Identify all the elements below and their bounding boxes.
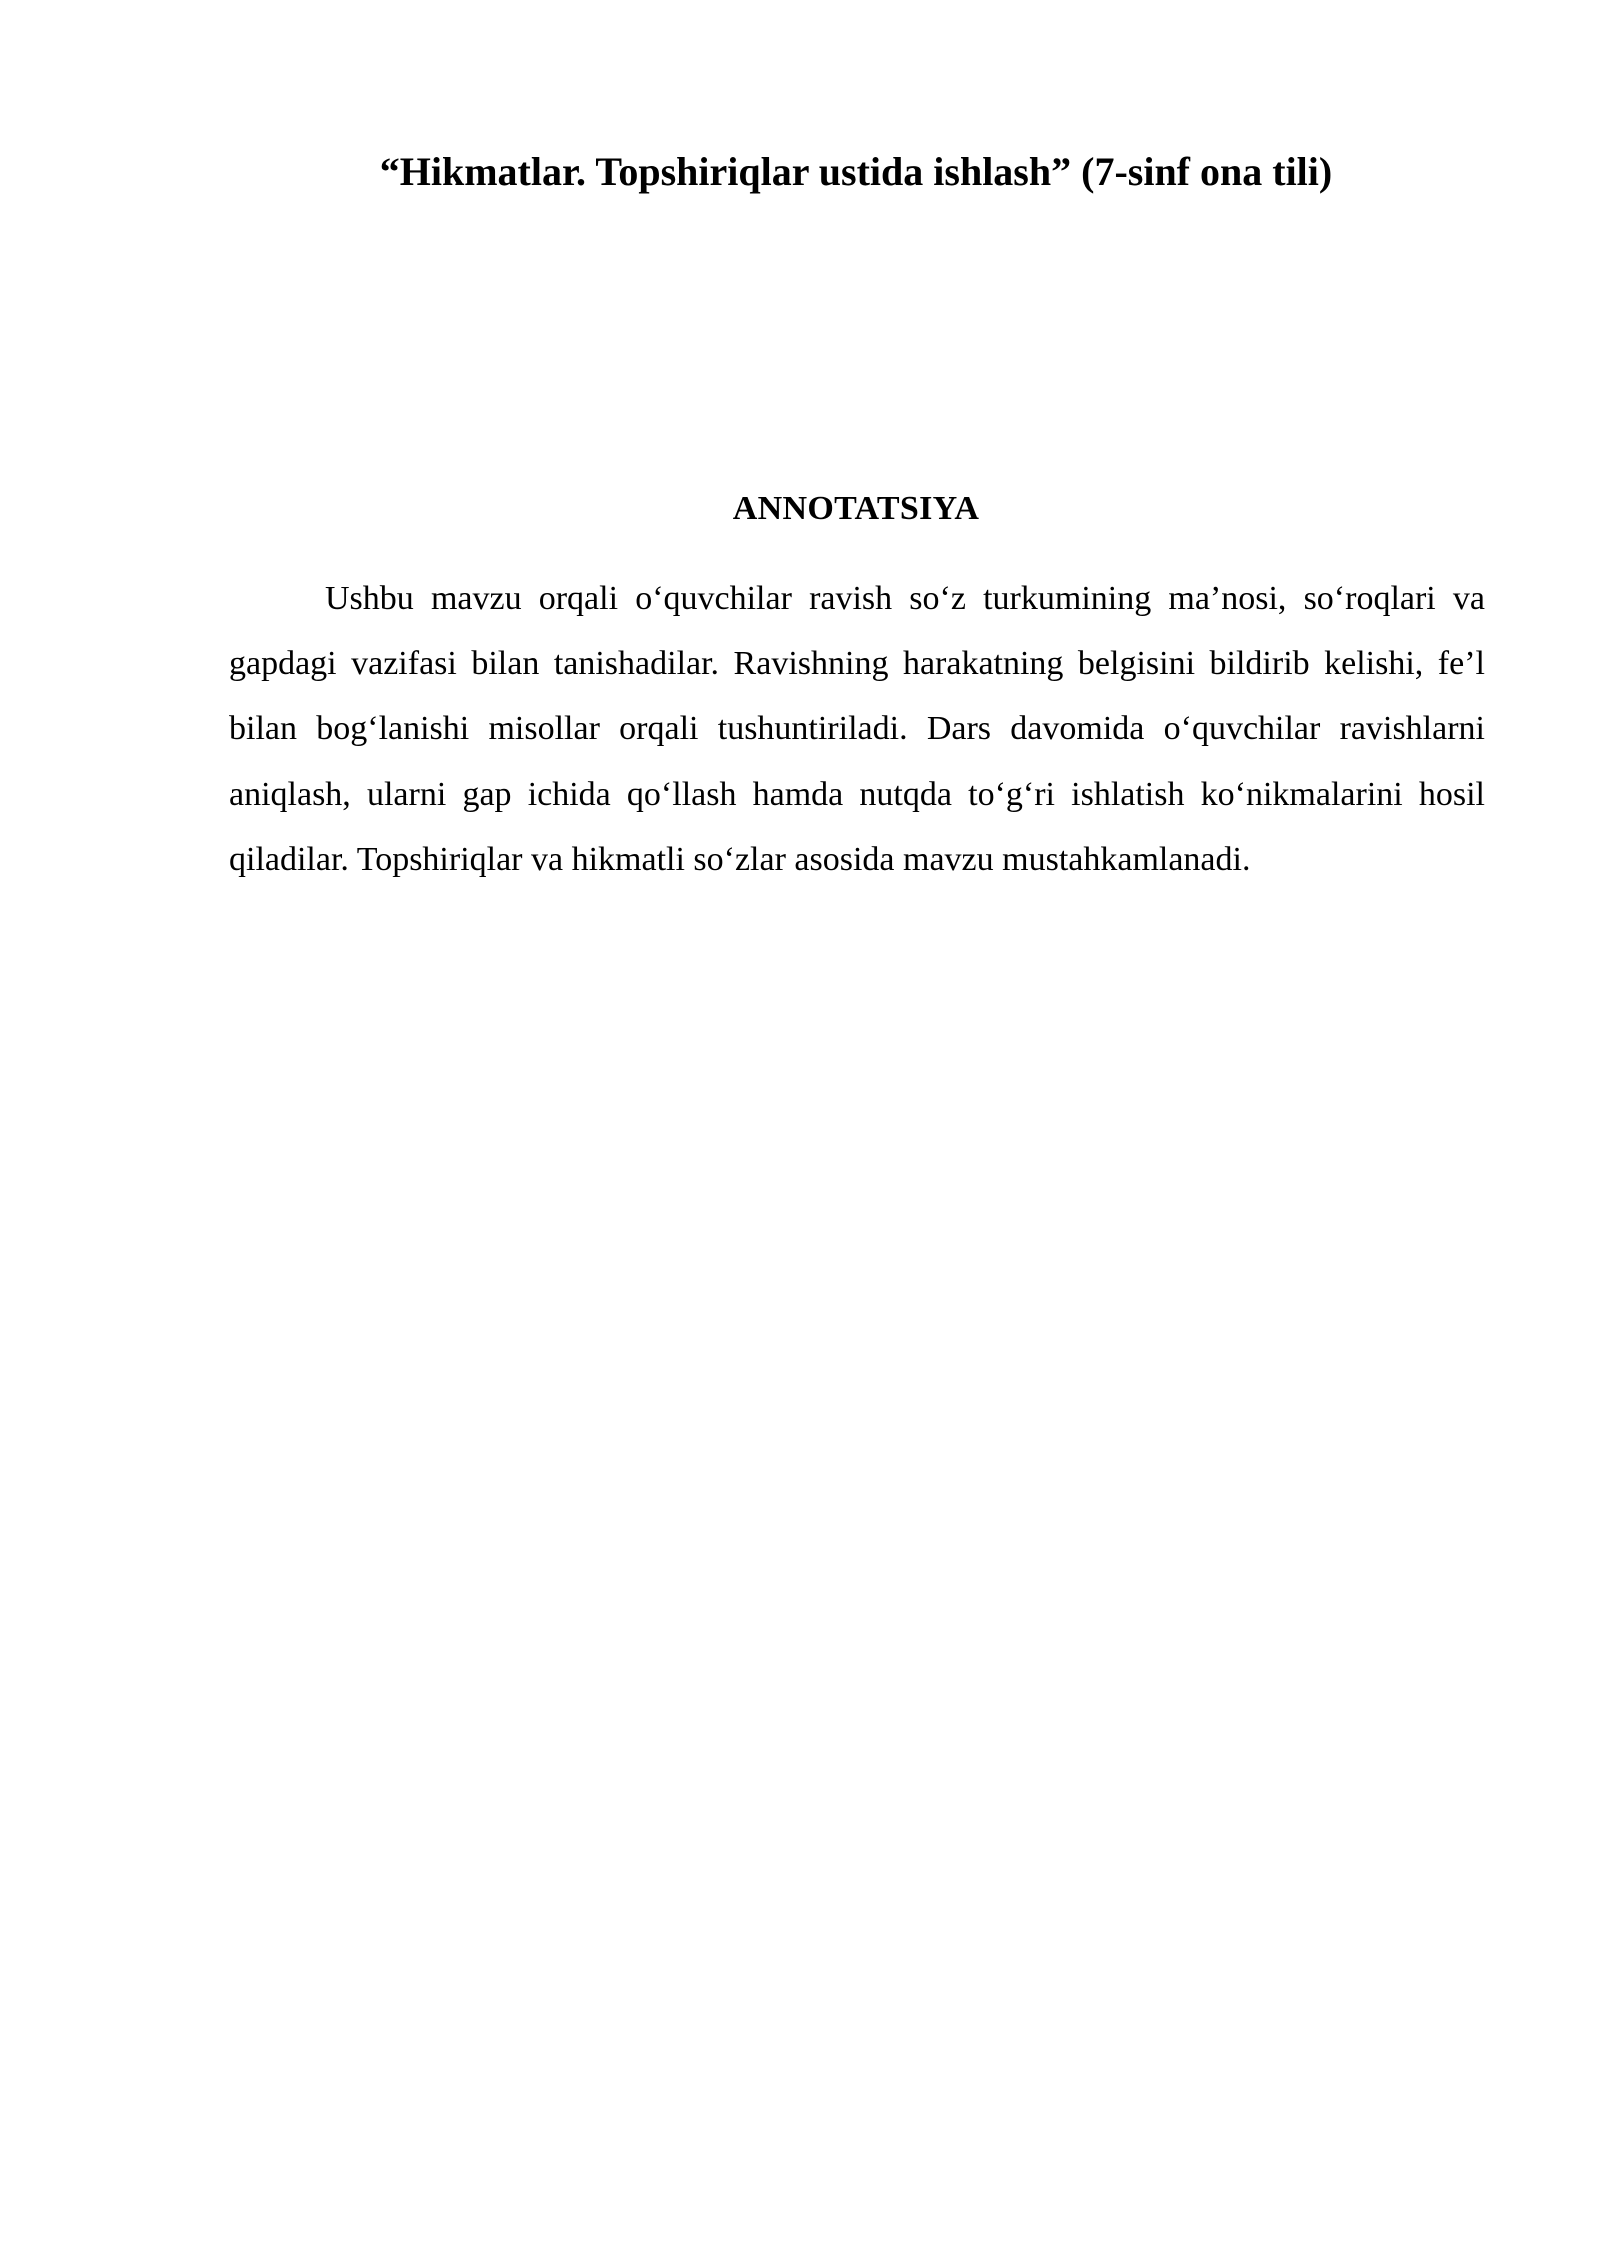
document-title: “Hikmatlar. Topshiriqlar ustida ishlash” (7-sinf ona tili) — [379, 149, 1333, 194]
annotation-paragraph: Ushbu mavzu orqali o‘quvchilar ravish so‘z turkumining ma’nosi, so‘roqlari va gapdagi vazifasi bilan tanishadilar. Ravishning harakatning belgisini bildirib kelishi, fe’l bilan bog‘lanishi misollar orqali tushuntiriladi. Dars davomida o‘quvchilar ravishlarni aniqlash, ularni gap ichida qo‘llash hamda nutqda to‘g‘ri ishlatish ko‘nikmalarini hosil qiladilar. Topshiriqlar va hikmatli so‘zlar asosida mavzu mustahkamlanadi. — [229, 580, 1485, 878]
annotation-heading: ANNOTATSIYA — [732, 490, 980, 527]
